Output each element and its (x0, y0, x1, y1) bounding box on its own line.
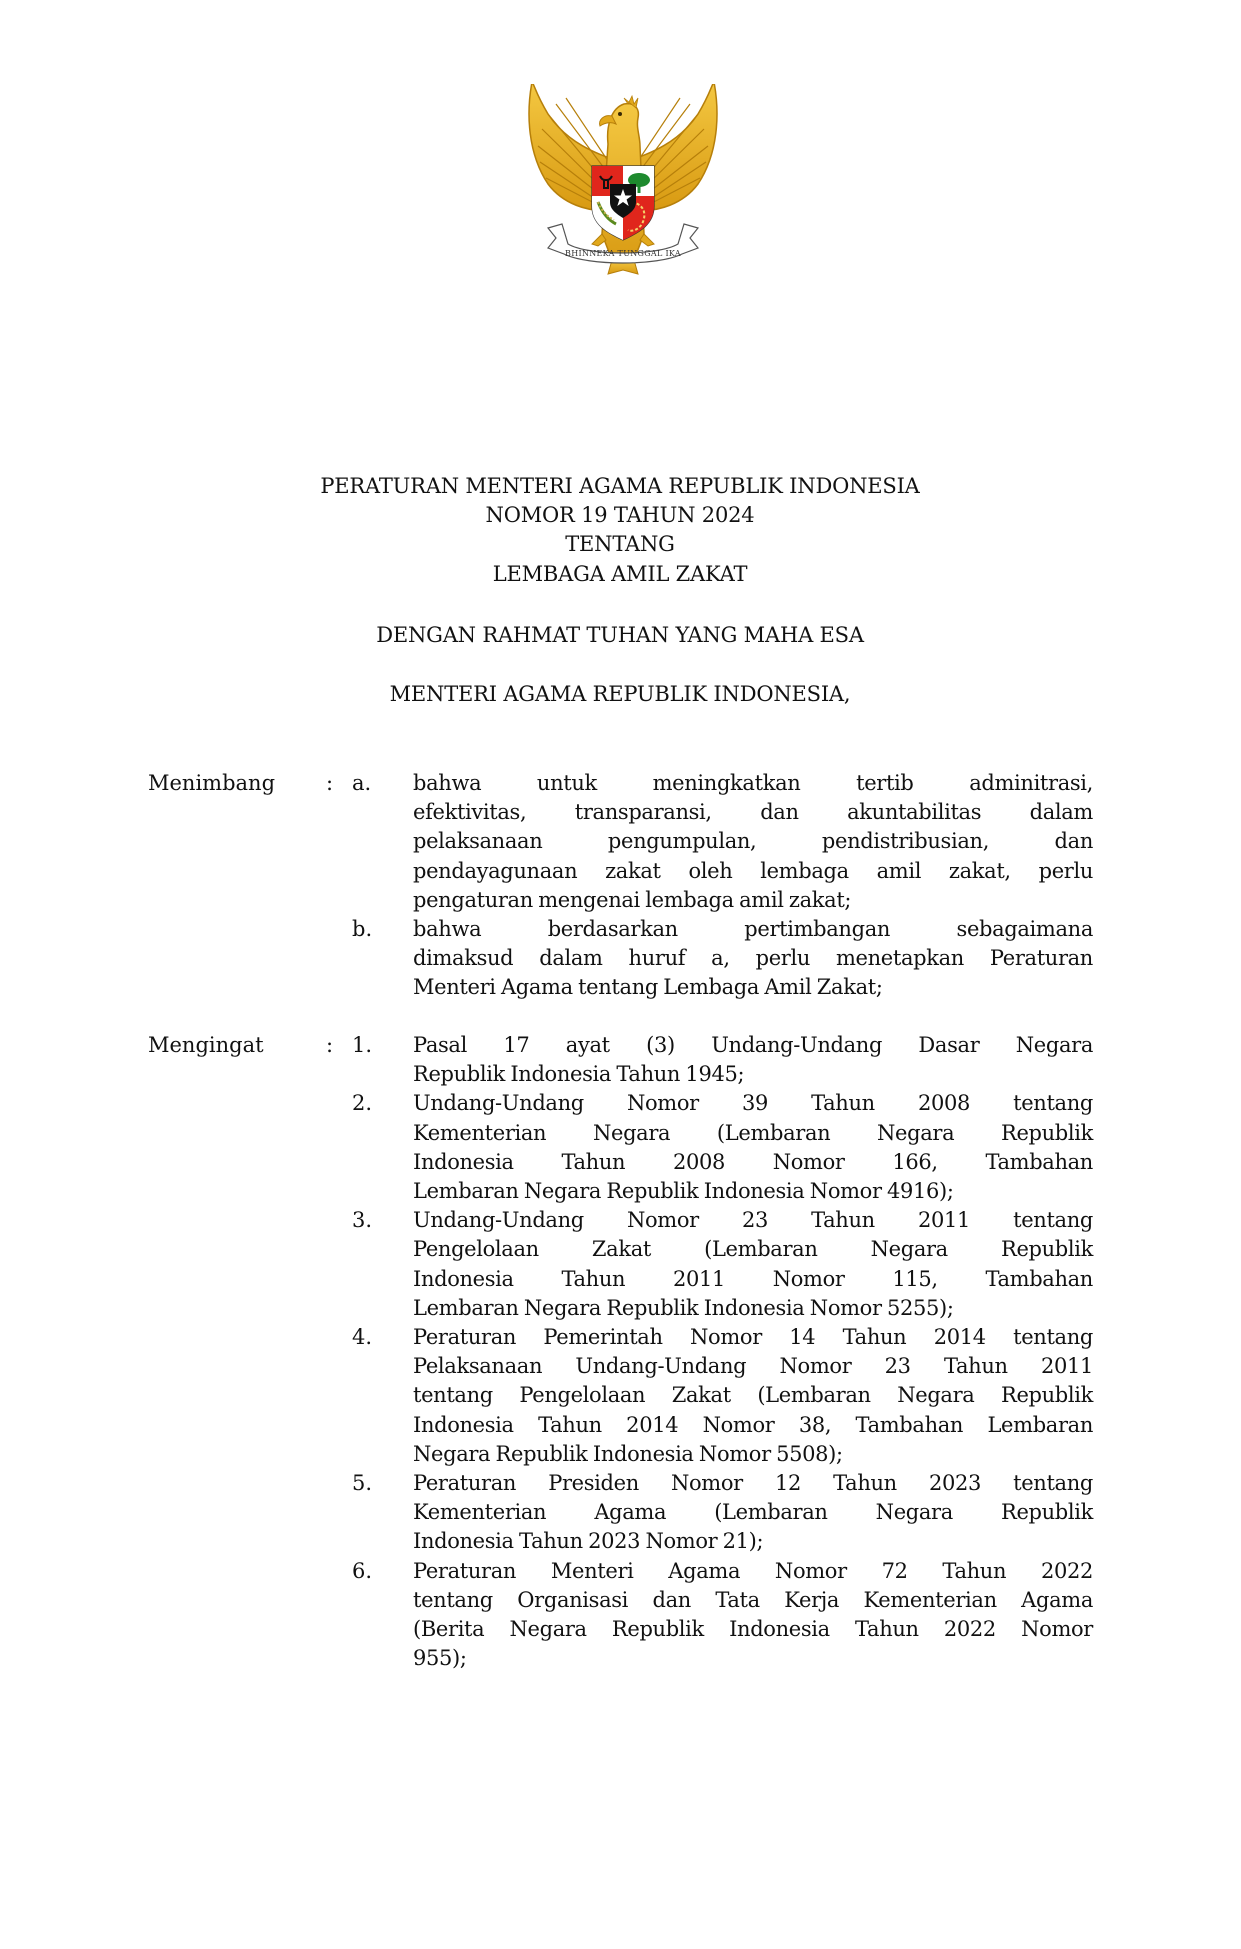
title-line: TENTANG (565, 532, 675, 557)
text-line: Pelaksanaan Undang-Undang Nomor 23 Tahun 2011 (413, 1354, 1093, 1379)
clause-item (0, 1031, 1241, 1089)
text-line: Pasal 17 ayat (3) Undang-Undang Dasar Negara (413, 1033, 1093, 1057)
text-line: bahwa untuk meningkatkan tertib adminitrasi, (413, 771, 1093, 795)
text-line: pelaksanaan pengumpulan, pendistribusian, dan (413, 829, 1093, 854)
title-line: LEMBAGA AMIL ZAKAT (492, 561, 748, 586)
title-line: PERATURAN MENTERI AGAMA REPUBLIK INDONESIA (320, 474, 920, 498)
text-line: Menteri Agama tentang Lembaga Amil Zakat; (413, 975, 883, 1000)
clause-marker: 5. (352, 1471, 373, 1496)
clause-marker: b. (352, 917, 373, 942)
section-menimbang (0, 769, 1241, 1003)
clause-text (413, 1323, 1093, 1469)
text-line: tentang Pengelolaan Zakat (Lembaran Negara Republik (413, 1383, 1093, 1408)
text-line: Indonesia Tahun 2014 Nomor 38, Tambahan Lembaran (413, 1412, 1093, 1437)
section-mengingat (0, 1031, 1241, 1673)
pancasila-shield (592, 166, 654, 240)
clause-text (413, 1031, 1093, 1089)
issuer-text: MENTERI AGAMA REPUBLIK INDONESIA, (389, 682, 851, 706)
clause-marker: 1. (352, 1033, 373, 1057)
text-line: pengaturan mengenai lembaga amil zakat; (413, 887, 852, 912)
garuda-pancasila-emblem (528, 84, 718, 280)
text-line: Peraturan Pemerintah Nomor 14 Tahun 2014 tentang (413, 1325, 1093, 1350)
clause-text (413, 769, 1093, 915)
clause-item (0, 1089, 1241, 1206)
regulation-title (150, 472, 1090, 589)
text-line: Indonesia Tahun 2008 Nomor 166, Tambahan (413, 1149, 1093, 1174)
text-line: Undang-Undang Nomor 39 Tahun 2008 tentang (413, 1091, 1093, 1116)
clause-text (413, 1557, 1093, 1674)
clause-text (413, 1089, 1093, 1206)
section-label: Mengingat (148, 1033, 264, 1057)
text-line: efektivitas, transparansi, dan akuntabilitas dalam (413, 800, 1093, 825)
text-line: Kementerian Agama (Lembaran Negara Republik (413, 1500, 1093, 1525)
text-line: Lembaran Negara Republik Indonesia Nomor 4916); (413, 1179, 954, 1204)
text-line: dimaksud dalam huruf a, perlu menetapkan Peraturan (413, 946, 1093, 971)
text-line: Republik Indonesia Tahun 1945; (413, 1062, 745, 1087)
clause-text (413, 915, 1093, 1003)
clause-item (0, 1469, 1241, 1557)
clause-item (0, 769, 1241, 915)
text-line: pendayagunaan zakat oleh lembaga amil zakat, perlu (413, 858, 1093, 883)
clause-text (413, 1206, 1093, 1323)
title-line: NOMOR 19 TAHUN 2024 (485, 503, 755, 528)
clause-item (0, 1557, 1241, 1674)
clause-item (0, 915, 1241, 1003)
text-line: Kementerian Negara (Lembaran Negara Republik (413, 1120, 1093, 1145)
clause-item (0, 1323, 1241, 1469)
clause-marker: 3. (352, 1208, 373, 1233)
clause-item (0, 1206, 1241, 1323)
text-line: Peraturan Menteri Agama Nomor 72 Tahun 2022 (413, 1558, 1093, 1583)
motto-text: BHINNEKA TUNGGAL IKA (565, 249, 681, 258)
text-line: Indonesia Tahun 2023 Nomor 21); (413, 1529, 764, 1554)
clause-marker: 2. (352, 1091, 373, 1116)
text-line: Negara Republik Indonesia Nomor 5508); (413, 1441, 843, 1466)
issuer (150, 680, 1090, 709)
text-line: Pengelolaan Zakat (Lembaran Negara Republik (413, 1237, 1093, 1262)
clause-marker: 4. (352, 1325, 373, 1350)
clause-marker: a. (352, 771, 372, 795)
clause-text (413, 1469, 1093, 1557)
section-colon: : (326, 771, 334, 795)
clause-marker: 6. (352, 1558, 373, 1583)
text-line: Peraturan Presiden Nomor 12 Tahun 2023 tentang (413, 1471, 1093, 1496)
invocation (150, 621, 1090, 650)
text-line: bahwa berdasarkan pertimbangan sebagaimana (413, 917, 1093, 942)
section-label: Menimbang (148, 771, 276, 795)
section-colon: : (326, 1033, 334, 1057)
text-line: (Berita Negara Republik Indonesia Tahun 2022 Nomor (413, 1617, 1093, 1642)
text-line: Lembaran Negara Republik Indonesia Nomor 5255); (413, 1295, 954, 1320)
text-line: 955); (413, 1646, 467, 1671)
invocation-text: DENGAN RAHMAT TUHAN YANG MAHA ESA (376, 623, 864, 647)
text-line: tentang Organisasi dan Tata Kerja Kementerian Agama (413, 1587, 1093, 1612)
text-line: Indonesia Tahun 2011 Nomor 115, Tambahan (413, 1266, 1093, 1291)
text-line: Undang-Undang Nomor 23 Tahun 2011 tentang (413, 1208, 1093, 1233)
